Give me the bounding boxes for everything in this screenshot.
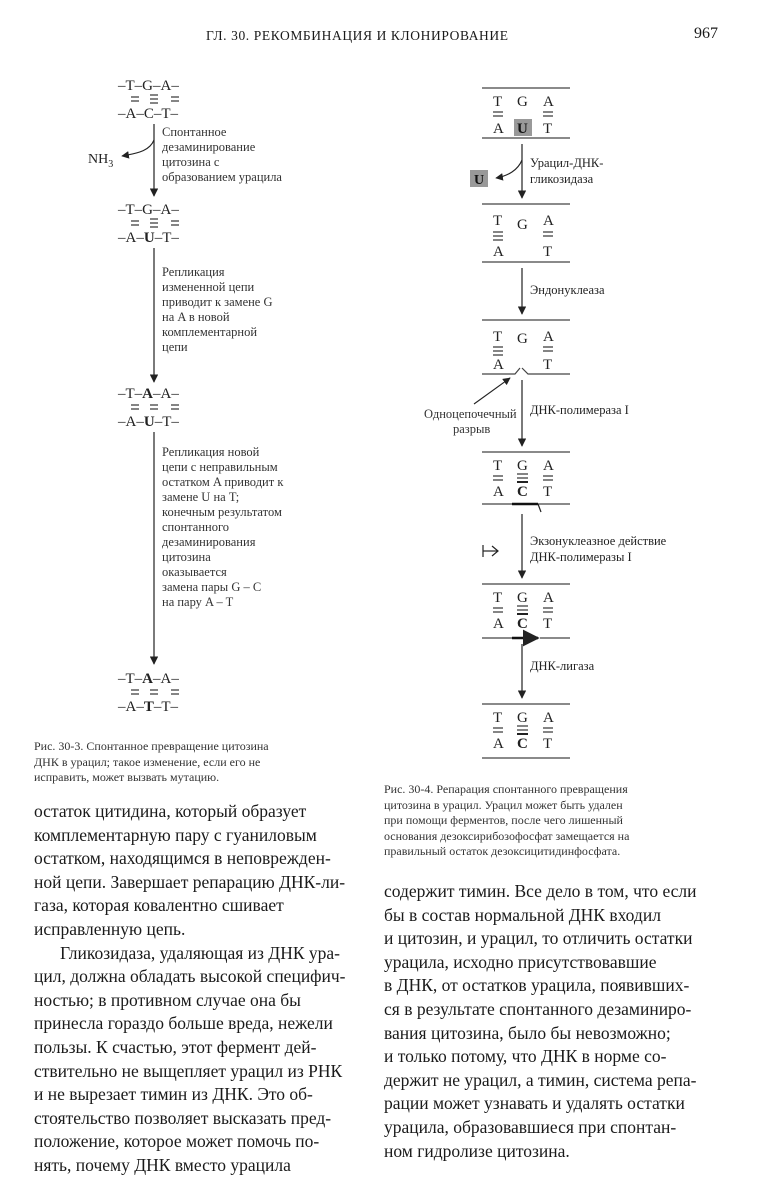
svg-text:–T–G–A–: –T–G–A– [118,202,179,218]
svg-text:T: T [493,590,503,606]
svg-text:–A–U–T–: –A–U–T– [118,230,179,246]
svg-text:C: C [517,736,528,752]
svg-text:на A в новой: на A в новой [162,310,230,324]
svg-text:конечным результатом: конечным результатом [162,505,282,519]
chapter-title: ГЛ. 30. РЕКОМБИНАЦИЯ И КЛОНИРОВАНИЕ [206,28,509,43]
step-exonuclease-label [530,534,667,564]
nick-pointer [474,378,510,404]
svg-text:ДНК-полимеразы I: ДНК-полимеразы I [530,550,632,564]
svg-text:–T–G–A–: –T–G–A– [118,78,179,94]
nick-label [424,407,517,436]
svg-text:разрыв: разрыв [453,422,491,436]
svg-text:U: U [517,121,528,137]
svg-text:цитозина с: цитозина с [162,155,220,169]
svg-text:T: T [493,94,503,110]
svg-text:A: A [543,590,554,606]
step-polymerase-label: ДНК-полимераза I [530,403,629,417]
svg-text:A: A [543,213,554,229]
svg-text:G: G [517,710,528,726]
left-column-text [34,800,364,1178]
svg-text:C: C [517,484,528,500]
svg-text:T: T [543,244,553,260]
svg-text:дезаминирования: дезаминирования [162,535,256,549]
uracil-release-arrow [496,160,522,178]
paragraph-2: Гликозидаза, удаляющая из ДНК ура- цил, должна обладать высокой специфич- ностью; в противном случае она бы принесла гораздо больше вреда, нежели пользы. К счастью, этот фермент дей- ствительно не выщепляет урацил из РНК и не вырезает тимин из ДНК. Это об- стоятельство позволяет высказать пред- положение, которое может помочь по- нять, почему ДНК вместо урацила [34,942,346,1175]
svg-text:спонтанного: спонтанного [162,520,230,534]
paragraph-3: содержит тимин. Все дело в том, что если бы в состав нормальной ДНК входил и цитозин, и урацил, то отличить остатки урацила, исходно присутствовавшие в ДНК, от остатков урацила, появивших- ся в результате спонтанного дезаминиро- вания цитозина, было бы невозможно; и только потому, что ДНК в норме со- держит не урацил, а тимин, система репа- рации может узнавать и удалять остатки урацила, образовавшиеся при спонтан- ном гидролизе цитозина. [384,881,697,1161]
svg-text:Репликация: Репликация [162,265,225,279]
svg-text:на пару A – T: на пару A – T [162,595,234,609]
svg-text:Одноцепочечный: Одноцепочечный [424,407,517,421]
svg-text:T: T [543,616,553,632]
svg-text:образованием урацила: образованием урацила [162,170,282,184]
svg-text:–A–U–T–: –A–U–T– [118,414,179,430]
svg-text:–T–A–A–: –T–A–A– [118,386,179,402]
paragraph-1: остаток цитидина, который образует комплементарную пару с гуаниловым остатком, находящимся в неповрежден- ной цепи. Завершает репарацию ДНК-ли- газа, которая ковалентно сшивает исправленную цепь. [34,801,346,939]
page-number: 967 [694,25,718,42]
svg-text:Репликация новой: Репликация новой [162,445,260,459]
svg-text:T: T [543,484,553,500]
svg-text:T: T [543,357,553,373]
svg-text:A: A [493,484,504,500]
svg-text:Урацил-ДНК-: Урацил-ДНК- [530,156,604,170]
svg-text:–A–T–T–: –A–T–T– [118,699,179,715]
svg-text:Спонтанное: Спонтанное [162,125,227,139]
svg-text:T: T [543,736,553,752]
svg-text:оказывается: оказывается [162,565,227,579]
step-glycosylase-label [530,156,603,186]
svg-text:A: A [543,710,554,726]
svg-text:комплементарной: комплементарной [162,325,258,339]
repair-duplex-3 [482,320,570,374]
svg-text:A: A [493,736,504,752]
svg-text:U: U [474,173,485,188]
svg-text:замена пары G – C: замена пары G – C [162,580,262,594]
svg-text:–A–C–T–: –A–C–T– [118,106,178,122]
svg-text:цитозина: цитозина [162,550,211,564]
exonuclease-symbol [483,545,498,557]
svg-text:A: A [543,458,554,474]
svg-text:G: G [517,458,528,474]
svg-text:C: C [517,616,528,632]
nh3-label: $NH_3$ [88,152,114,170]
svg-text:гликозидаза: гликозидаза [530,172,594,186]
repair-duplex-4 [482,452,570,512]
svg-text:Экзонуклеазное действие: Экзонуклеазное действие [530,534,667,548]
svg-text:T: T [543,121,553,137]
svg-text:G: G [517,94,528,110]
svg-text:дезаминирование: дезаминирование [162,140,256,154]
repair-duplex-6 [482,704,570,758]
svg-text:T: T [493,458,503,474]
figure-30-4-caption: Рис. 30-4. Репарация спонтанного превращения цитозина в урацил. Урацил может быть удален при помощи ферментов, после чего лишенный основания дезоксирибозофосфат замещается на правильный остаток дезоксицитидинфосфата. [384,782,630,858]
step-ligase-label: ДНК-лигаза [530,659,595,673]
svg-text:остатком A приводит к: остатком A приводит к [162,475,284,489]
repair-duplex-1 [482,88,570,138]
svg-text:цепи: цепи [162,340,188,354]
right-column-text [384,880,719,1163]
svg-text:измененной цепи: измененной цепи [162,280,255,294]
svg-text:G: G [517,590,528,606]
svg-text:A: A [543,329,554,345]
svg-text:A: A [493,616,504,632]
svg-text:T: T [493,329,503,345]
svg-text:A: A [493,244,504,260]
svg-text:G: G [517,217,528,233]
svg-text:A: A [493,357,504,373]
svg-text:замене U на T;: замене U на T; [162,490,240,504]
figure-30-3-caption: Рис. 30-3. Спонтанное превращение цитозина ДНК в урацил; такое изменение, если его не исправить, может вызвать мутацию. [34,739,269,784]
svg-text:A: A [493,121,504,137]
svg-text:T: T [493,213,503,229]
repair-duplex-2 [482,204,570,262]
svg-text:T: T [493,710,503,726]
svg-text:приводит к замене G: приводит к замене G [162,295,273,309]
svg-text:A: A [543,94,554,110]
repair-duplex-5 [482,584,570,638]
svg-text:–T–A–A–: –T–A–A– [118,671,179,687]
svg-text:G: G [517,331,528,347]
step-endonuclease-label: Эндонуклеаза [530,283,605,297]
svg-text:цепи с неправильным: цепи с неправильным [162,460,278,474]
